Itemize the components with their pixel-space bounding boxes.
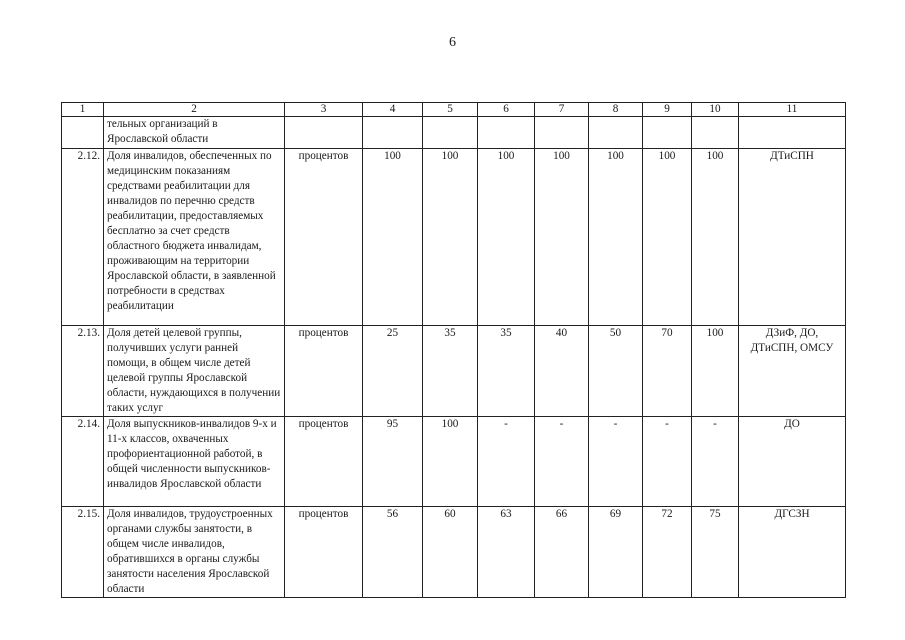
value-cell: 75 bbox=[692, 507, 739, 598]
column-header: 2 bbox=[104, 103, 285, 117]
indicator-name-cell: Доля выпускников-инвалидов 9-х и 11-х классов, охваченных профориентационной работой, в общей численности выпускников-инвалидов Ярославской области bbox=[104, 417, 285, 507]
table-row bbox=[62, 417, 846, 507]
unit-cell: процентов bbox=[285, 326, 363, 417]
column-header: 6 bbox=[478, 103, 535, 117]
table-row bbox=[62, 507, 846, 598]
value-cell: 70 bbox=[643, 326, 692, 417]
unit-cell: процентов bbox=[285, 417, 363, 507]
unit-cell: процентов bbox=[285, 507, 363, 598]
column-header: 10 bbox=[692, 103, 739, 117]
row-number-cell: 2.14. bbox=[62, 417, 104, 507]
column-header: 3 bbox=[285, 103, 363, 117]
value-cell bbox=[535, 117, 589, 149]
unit-cell: процентов bbox=[285, 149, 363, 326]
column-header: 9 bbox=[643, 103, 692, 117]
table-row bbox=[62, 326, 846, 417]
value-cell: 100 bbox=[643, 149, 692, 326]
indicator-name-cell: Доля детей целевой группы, получивших услуги ранней помощи, в общем числе детей целевой группы Ярославской области, нуждающихся в получении таких услуг bbox=[104, 326, 285, 417]
value-cell: 56 bbox=[363, 507, 423, 598]
value-cell: - bbox=[535, 417, 589, 507]
responsible-cell: ДО bbox=[739, 417, 846, 507]
responsible-cell bbox=[739, 117, 846, 149]
column-number-header-row bbox=[62, 103, 846, 117]
value-cell: 100 bbox=[692, 326, 739, 417]
value-cell: 100 bbox=[363, 149, 423, 326]
value-cell: 40 bbox=[535, 326, 589, 417]
unit-cell bbox=[285, 117, 363, 149]
value-cell: 60 bbox=[423, 507, 478, 598]
value-cell: 25 bbox=[363, 326, 423, 417]
indicator-name-cell: Доля инвалидов, обеспеченных по медицинским показаниям средствами реабилитации для инвалидов по перечню средств реабилитации, предоставляемых бесплатно за счет средств областного бюджета инвалидам, проживающим на территории Ярославской области, в заявленной потребности в средствах реабилитации bbox=[104, 149, 285, 326]
table-row bbox=[62, 149, 846, 326]
responsible-cell: ДГСЗН bbox=[739, 507, 846, 598]
value-cell: 50 bbox=[589, 326, 643, 417]
value-cell: - bbox=[589, 417, 643, 507]
column-header: 4 bbox=[363, 103, 423, 117]
value-cell: 100 bbox=[589, 149, 643, 326]
indicator-name-cell: Доля инвалидов, трудоустроенных органами службы занятости, в общем числе инвалидов, обратившихся в органы службы занятости населения Ярославской области bbox=[104, 507, 285, 598]
page-number: 6 bbox=[449, 35, 456, 50]
value-cell: 35 bbox=[478, 326, 535, 417]
value-cell: 95 bbox=[363, 417, 423, 507]
value-cell bbox=[478, 117, 535, 149]
value-cell: 66 bbox=[535, 507, 589, 598]
value-cell bbox=[589, 117, 643, 149]
value-cell: 100 bbox=[423, 149, 478, 326]
value-cell bbox=[643, 117, 692, 149]
value-cell: - bbox=[692, 417, 739, 507]
value-cell: 63 bbox=[478, 507, 535, 598]
indicators-table bbox=[61, 102, 846, 598]
column-header: 7 bbox=[535, 103, 589, 117]
value-cell: 100 bbox=[535, 149, 589, 326]
indicator-name-cell: тельных организаций в Ярославской области bbox=[104, 117, 285, 149]
value-cell bbox=[692, 117, 739, 149]
column-header: 11 bbox=[739, 103, 846, 117]
value-cell: - bbox=[478, 417, 535, 507]
value-cell: 100 bbox=[423, 417, 478, 507]
value-cell bbox=[363, 117, 423, 149]
row-number-cell bbox=[62, 117, 104, 149]
row-number-cell: 2.12. bbox=[62, 149, 104, 326]
value-cell: 69 bbox=[589, 507, 643, 598]
column-header: 8 bbox=[589, 103, 643, 117]
continuation-row bbox=[62, 117, 846, 149]
value-cell: 100 bbox=[692, 149, 739, 326]
responsible-cell: ДТиСПН bbox=[739, 149, 846, 326]
value-cell bbox=[423, 117, 478, 149]
value-cell: - bbox=[643, 417, 692, 507]
column-header: 1 bbox=[62, 103, 104, 117]
responsible-cell: ДЗиФ, ДО, ДТиСПН, ОМСУ bbox=[739, 326, 846, 417]
value-cell: 72 bbox=[643, 507, 692, 598]
value-cell: 35 bbox=[423, 326, 478, 417]
row-number-cell: 2.13. bbox=[62, 326, 104, 417]
column-header: 5 bbox=[423, 103, 478, 117]
value-cell: 100 bbox=[478, 149, 535, 326]
row-number-cell: 2.15. bbox=[62, 507, 104, 598]
